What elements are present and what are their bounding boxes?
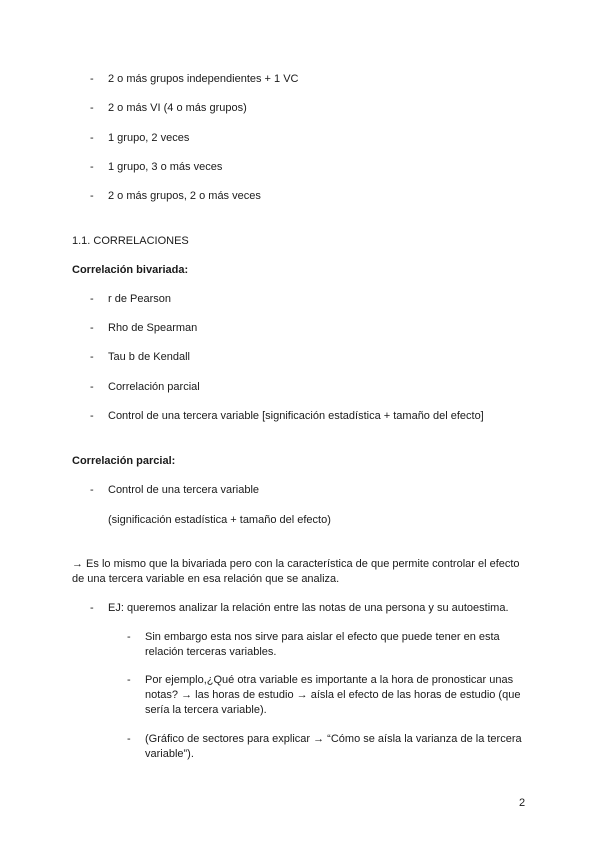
bullet-dash: - <box>90 602 94 614</box>
list-item: 2 o más grupos independientes + 1 VC <box>108 73 299 85</box>
parcial-note: (significación estadística + tamaño del efecto) <box>108 514 331 526</box>
bullet-dash: - <box>90 322 94 334</box>
example-sub-line: (Gráfico de sectores para explicar → “Cómo se aísla la varianza de la tercera <box>145 733 522 745</box>
explanation-line: → Es lo mismo que la bivariada pero con la característica de que permite controlar el efecto <box>72 558 520 570</box>
parcial-item: Control de una tercera variable <box>108 484 260 496</box>
sub-bullet-dash: - <box>127 674 131 686</box>
page-number: 2 <box>519 797 526 809</box>
bullet-dash: - <box>90 161 94 173</box>
bullet-dash: - <box>90 351 94 363</box>
bullet-dash: - <box>90 132 94 144</box>
section-heading: 1.1. CORRELACIONES <box>72 235 189 247</box>
bullet-dash: - <box>90 73 94 85</box>
bullet-dash: - <box>90 381 94 393</box>
list-item: r de Pearson <box>108 293 171 305</box>
bullet-dash: - <box>90 102 94 114</box>
example-main: EJ: queremos analizar la relación entre las notas de una persona y su autoestima. <box>108 602 509 614</box>
list-item: 2 o más grupos, 2 o más veces <box>108 190 261 202</box>
example-sub-line: Sin embargo esta nos sirve para aislar el efecto que puede tener en esta <box>145 631 500 643</box>
explanation-line: de una tercera variable en esa relación que se analiza. <box>72 573 340 585</box>
example-sub-line: notas? → las horas de estudio → aísla el efecto de las horas de estudio (que <box>145 689 521 701</box>
bullet-dash: - <box>90 410 94 422</box>
parcial-title: Correlación parcial: <box>72 455 176 467</box>
sub-bullet-dash: - <box>127 733 131 745</box>
example-sub-line: sería la tercera variable). <box>145 704 267 716</box>
bullet-dash: - <box>90 293 94 305</box>
list-item: Correlación parcial <box>108 381 200 393</box>
example-sub-line: variable”). <box>145 748 194 760</box>
bullet-dash: - <box>90 190 94 202</box>
example-sub-line: relación terceras variables. <box>145 646 277 658</box>
list-item: Tau b de Kendall <box>108 351 190 363</box>
list-item: Control de una tercera variable [significación estadística + tamaño del efecto] <box>108 410 484 422</box>
bullet-dash: - <box>90 484 94 496</box>
sub-bullet-dash: - <box>127 631 131 643</box>
list-item: 1 grupo, 2 veces <box>108 132 190 144</box>
list-item: 1 grupo, 3 o más veces <box>108 161 223 173</box>
example-sub-line: Por ejemplo,¿Qué otra variable es importante a la hora de pronosticar unas <box>145 674 514 686</box>
list-item: Rho de Spearman <box>108 322 198 334</box>
list-item: 2 o más VI (4 o más grupos) <box>108 102 247 114</box>
bivariada-title: Correlación bivariada: <box>72 264 189 276</box>
